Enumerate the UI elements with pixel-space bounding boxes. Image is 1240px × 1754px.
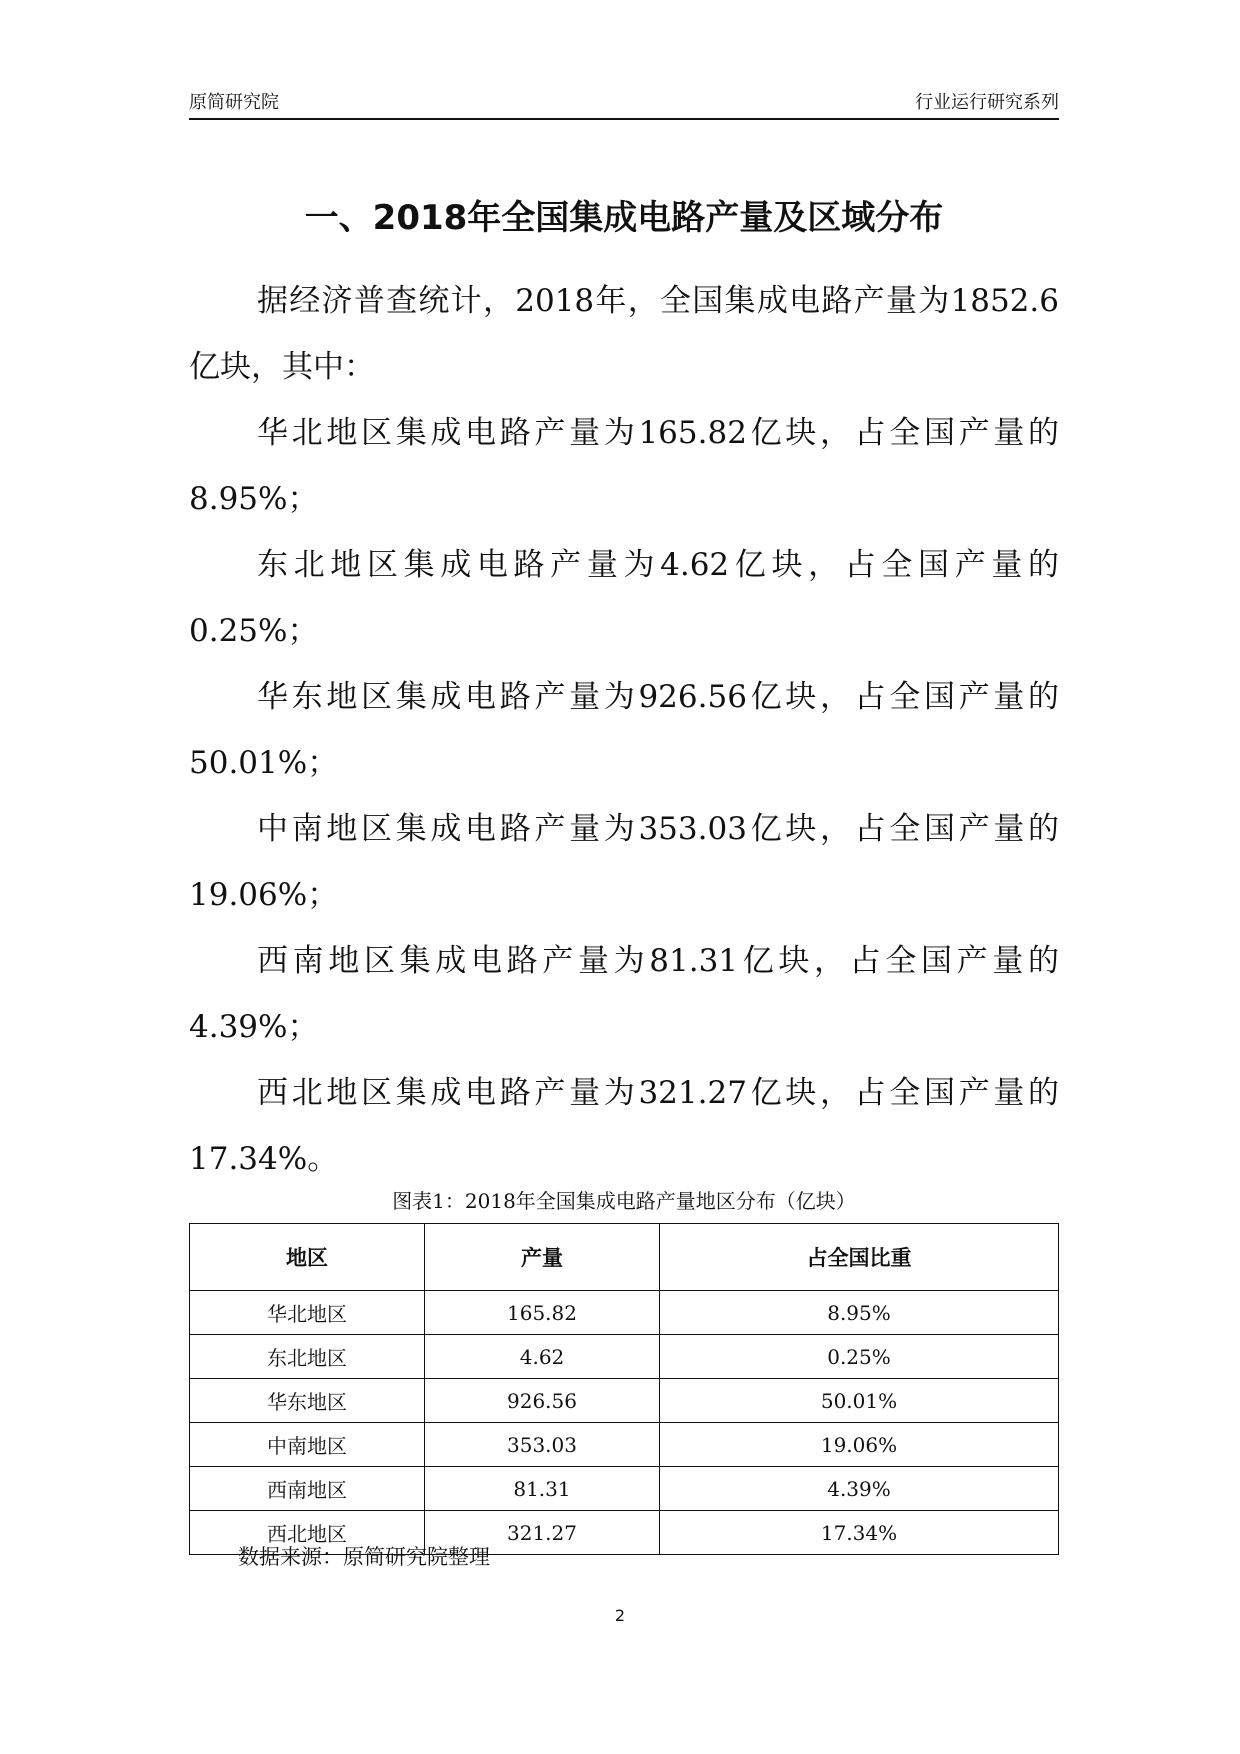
share-cell: 0.25% — [660, 1335, 1059, 1379]
share-cell: 8.95% — [660, 1291, 1059, 1335]
share-cell: 50.01% — [660, 1379, 1059, 1423]
output-cell: 165.82 — [425, 1291, 660, 1335]
paragraph-southwest: 西南地区集成电路产量为81.31亿块，占全国产量的4.39%； — [189, 943, 1059, 1045]
body-text — [189, 268, 1059, 1192]
table-header-row — [190, 1224, 1059, 1291]
region-cell: 中南地区 — [190, 1423, 425, 1467]
column-header-region: 地区 — [190, 1224, 425, 1291]
table-row — [190, 1335, 1059, 1379]
output-cell: 926.56 — [425, 1379, 660, 1423]
paragraph-central-south: 中南地区集成电路产量为353.03亿块，占全国产量的19.06%； — [189, 811, 1059, 913]
header-series-name: 行业运行研究系列 — [915, 92, 1059, 113]
table-row — [190, 1291, 1059, 1335]
header-org-name: 原简研究院 — [189, 92, 279, 113]
column-header-output: 产量 — [425, 1224, 660, 1291]
section-title: 一、2018年全国集成电路产量及区域分布 — [304, 198, 944, 238]
table-row — [190, 1379, 1059, 1423]
output-cell: 81.31 — [425, 1467, 660, 1511]
share-cell: 4.39% — [660, 1467, 1059, 1511]
region-output-table — [189, 1223, 1059, 1555]
share-cell: 17.34% — [660, 1511, 1059, 1555]
region-cell: 西北地区 — [190, 1511, 425, 1555]
table-row — [190, 1467, 1059, 1511]
region-cell: 西南地区 — [190, 1467, 425, 1511]
paragraph-east-china: 华东地区集成电路产量为926.56亿块，占全国产量的50.01%； — [189, 679, 1059, 781]
paragraph-northeast: 东北地区集成电路产量为4.62亿块，占全国产量的0.25%； — [189, 547, 1059, 649]
region-cell: 华东地区 — [190, 1379, 425, 1423]
table-caption: 图表1：2018年全国集成电路产量地区分布（亿块） — [392, 1189, 856, 1213]
page-header — [189, 88, 1059, 120]
output-cell: 321.27 — [425, 1511, 660, 1555]
paragraph-intro: 据经济普查统计，2018年，全国集成电路产量为1852.6亿块，其中： — [189, 283, 1059, 385]
page-number: 2 — [614, 1606, 626, 1625]
table-row — [190, 1423, 1059, 1467]
column-header-share: 占全国比重 — [660, 1224, 1059, 1291]
region-cell: 华北地区 — [190, 1291, 425, 1335]
output-cell: 4.62 — [425, 1335, 660, 1379]
output-cell: 353.03 — [425, 1423, 660, 1467]
region-cell: 东北地区 — [190, 1335, 425, 1379]
share-cell: 19.06% — [660, 1423, 1059, 1467]
data-source-note: 数据来源：原简研究院整理 — [238, 1545, 490, 1569]
paragraph-north-china: 华北地区集成电路产量为165.82亿块，占全国产量的8.95%； — [189, 415, 1059, 517]
paragraph-northwest: 西北地区集成电路产量为321.27亿块，占全国产量的17.34%。 — [189, 1075, 1059, 1177]
